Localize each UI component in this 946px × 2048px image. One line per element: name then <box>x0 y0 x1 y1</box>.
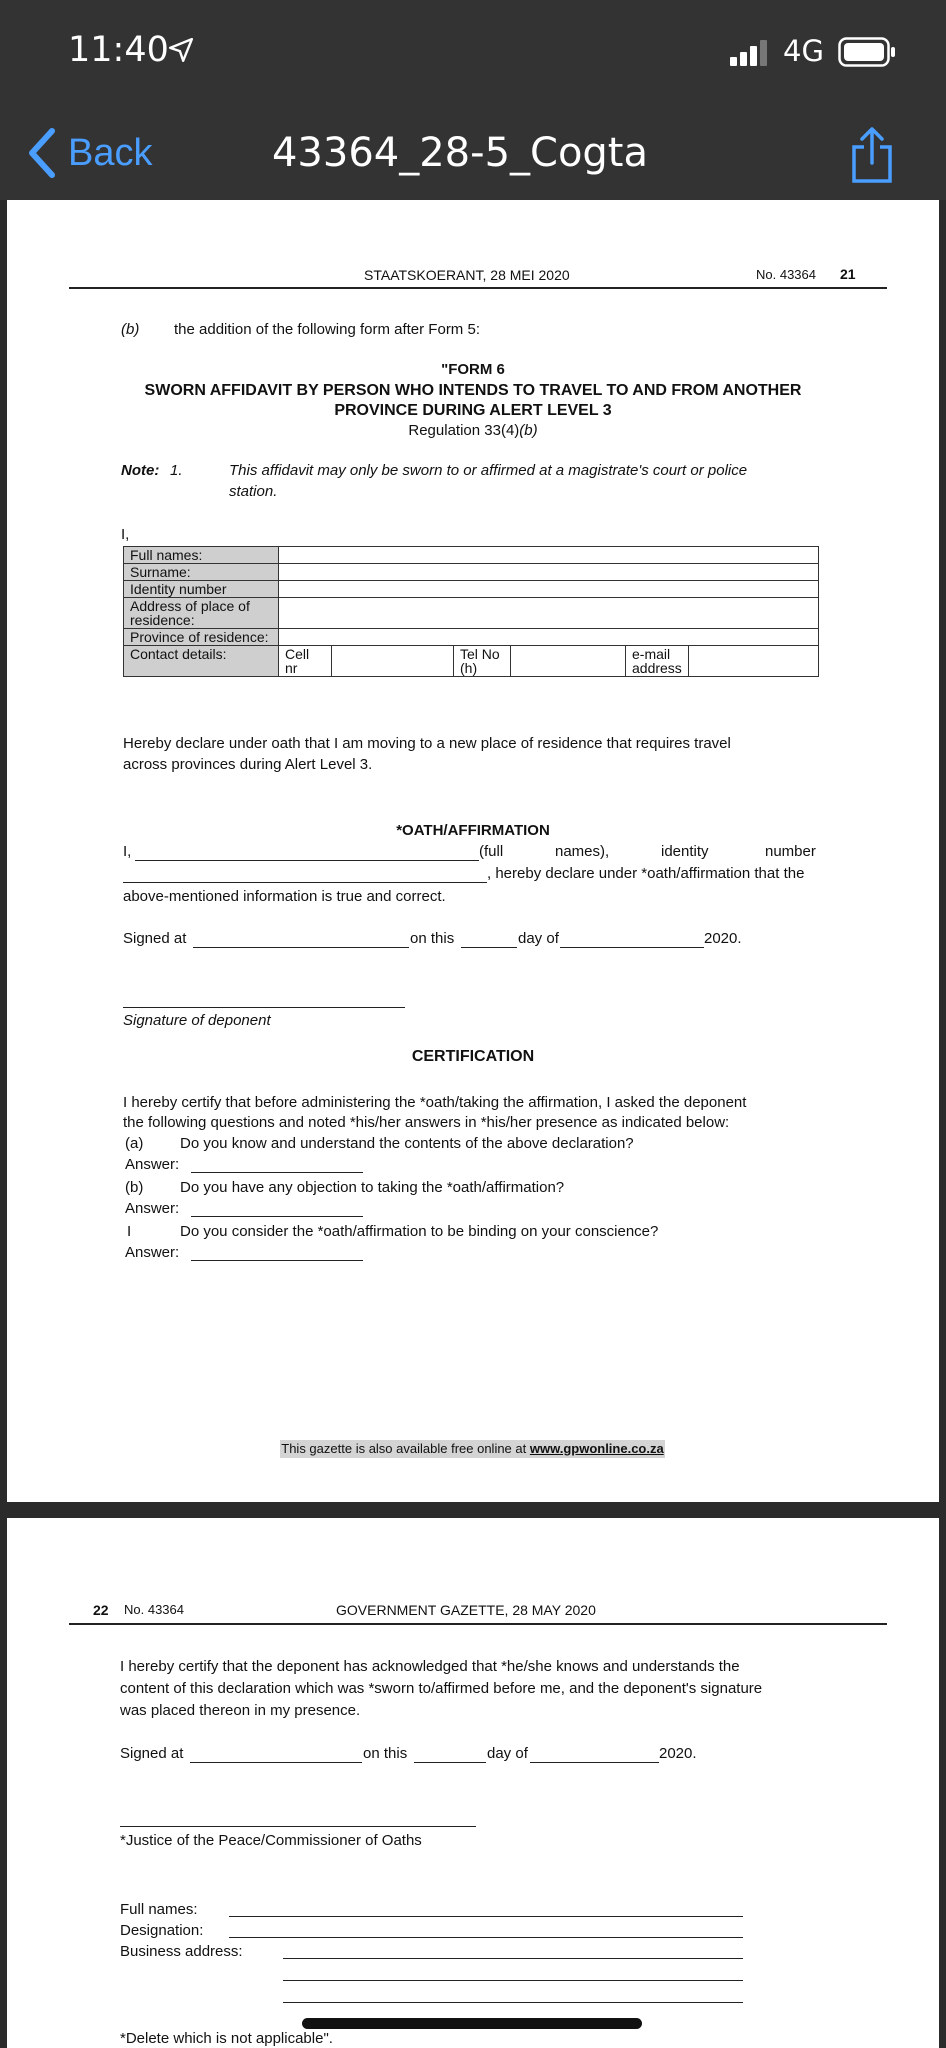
question-a-label: (a) <box>125 1135 144 1152</box>
page2-signed-at-label: Signed at <box>120 1745 184 1762</box>
chevron-left-icon <box>26 127 56 179</box>
page2-header-number: No. 43364 <box>124 1602 184 1617</box>
page2-day-of-label: day of <box>487 1745 528 1762</box>
field-identity-number[interactable] <box>279 581 819 598</box>
answer-c-label: Answer: <box>125 1244 180 1261</box>
full-names-label: Full names: <box>120 1901 198 1918</box>
field-full-names[interactable] <box>279 547 819 564</box>
oath-line2: , hereby declare under *oath/affirmation that the <box>487 865 805 882</box>
page2-header-center: GOVERNMENT GAZETTE, 28 MAY 2020 <box>336 1602 596 1618</box>
full-names-line[interactable] <box>229 1916 743 1917</box>
month-line[interactable] <box>560 947 704 948</box>
page-header-center: STAATSKOERANT, 28 MEI 2020 <box>364 267 570 283</box>
answer-b-line[interactable] <box>191 1216 363 1217</box>
label-surname: Surname: <box>124 564 279 581</box>
personal-details-table <box>123 546 819 677</box>
navigation-bar <box>0 105 946 200</box>
field-cell[interactable] <box>332 646 454 677</box>
designation-label: Designation: <box>120 1922 204 1939</box>
question-b-label: (b) <box>125 1179 144 1196</box>
location-arrow-icon <box>168 37 194 63</box>
question-c-text: Do you consider the *oath/affirmation to be binding on your conscience? <box>180 1223 659 1240</box>
field-surname[interactable] <box>279 564 819 581</box>
question-b-text: Do you have any objection to taking the *oath/affirmation? <box>180 1179 565 1196</box>
regulation-text: Regulation 33(4) <box>408 422 520 439</box>
network-type: 4G <box>783 34 824 68</box>
page2-signed-at-line[interactable] <box>190 1762 362 1763</box>
form-title-line1: SWORN AFFIDAVIT BY PERSON WHO INTENDS TO TRAVEL TO AND FROM ANOTHER <box>144 382 802 399</box>
field-province[interactable] <box>279 629 819 646</box>
deponent-signature-line[interactable] <box>123 1007 405 1008</box>
document-page-22 <box>7 1518 939 2048</box>
header-rule <box>69 287 887 289</box>
back-label: Back <box>68 131 153 174</box>
answer-a-line[interactable] <box>191 1172 363 1173</box>
page2-cert-line3: was placed thereon in my presence. <box>120 1702 361 1719</box>
item-b-text: the addition of the following form after Form 5: <box>174 321 480 338</box>
declaration-line1: Hereby declare under oath that I am moving to a new place of residence that requires travel <box>123 735 731 752</box>
regulation-suffix: (b) <box>519 422 538 439</box>
label-province: Province of residence: <box>124 629 279 646</box>
business-address-line2[interactable] <box>283 1980 743 1981</box>
label-address: Address of place of residence: <box>124 598 279 629</box>
label-full-names: Full names: <box>124 547 279 564</box>
status-time: 11:40 <box>68 30 169 70</box>
form-title-line2: PROVINCE DURING ALERT LEVEL 3 <box>334 402 612 419</box>
declaration-line2: across provinces during Alert Level 3. <box>123 756 373 773</box>
page2-number: 22 <box>93 1602 109 1618</box>
form-number: "FORM 6 <box>441 361 505 378</box>
field-tel[interactable] <box>511 646 626 677</box>
status-bar <box>0 0 946 105</box>
oath-name-line[interactable] <box>135 860 479 861</box>
business-address-line3[interactable] <box>283 2002 743 2003</box>
label-cell: Cell nr <box>279 646 332 677</box>
question-a-text: Do you know and understand the contents of the above declaration? <box>180 1135 634 1152</box>
share-icon[interactable] <box>848 123 896 185</box>
justice-signature-line[interactable] <box>120 1826 476 1827</box>
business-address-line1[interactable] <box>283 1958 743 1959</box>
year-label: 2020. <box>704 930 742 947</box>
answer-b-label: Answer: <box>125 1200 180 1217</box>
delete-note: *Delete which is not applicable". <box>120 2030 333 2047</box>
page2-day-line[interactable] <box>414 1762 486 1763</box>
day-line[interactable] <box>461 947 517 948</box>
oath-number: number <box>765 843 816 860</box>
business-address-label: Business address: <box>120 1943 243 1960</box>
oath-full: (full <box>479 843 504 860</box>
note-label: Note: <box>121 462 160 479</box>
deponent-signature-label: Signature of deponent <box>123 1012 271 1029</box>
document-title: 43364_28-5_Cogta <box>271 130 648 176</box>
page2-cert-line2: content of this declaration which was *sworn to/affirmed before me, and the deponent's signature <box>120 1680 763 1697</box>
page-number: 21 <box>840 266 856 282</box>
answer-c-line[interactable] <box>191 1260 363 1261</box>
certification-heading: CERTIFICATION <box>411 1048 535 1065</box>
back-button[interactable] <box>26 125 152 181</box>
justice-label: *Justice of the Peace/Commissioner of Oaths <box>120 1832 422 1849</box>
field-email[interactable] <box>688 646 818 677</box>
oath-id-line[interactable] <box>123 882 487 883</box>
certification-line2: the following questions and noted *his/her answers in *his/her presence as indicated below: <box>123 1114 730 1131</box>
oath-identity: identity <box>661 843 709 860</box>
designation-line[interactable] <box>229 1937 743 1938</box>
note-line1: This affidavit may only be sworn to or affirmed at a magistrate's court or police <box>229 462 748 479</box>
home-indicator[interactable] <box>302 2018 642 2029</box>
oath-heading: *OATH/AFFIRMATION <box>396 822 550 839</box>
signal-strength-icon <box>730 40 772 66</box>
page2-header-rule <box>69 1623 887 1625</box>
document-page-21 <box>7 200 939 1502</box>
item-b-label: (b) <box>121 321 140 338</box>
i-label: I, <box>121 526 130 543</box>
field-address[interactable] <box>279 598 819 629</box>
gazette-footer <box>280 1440 665 1458</box>
label-tel: Tel No (h) <box>454 646 511 677</box>
question-c-label: I <box>127 1223 132 1240</box>
certification-line1: I hereby certify that before administering the *oath/taking the affirmation, I asked the deponent <box>123 1094 747 1111</box>
page2-year-label: 2020. <box>659 1745 697 1762</box>
oath-names: names), <box>555 843 610 860</box>
oath-line3: above-mentioned information is true and correct. <box>123 888 446 905</box>
signed-at-line[interactable] <box>193 947 409 948</box>
footer-text: This gazette is also available free online at <box>281 1441 530 1456</box>
day-of-label: day of <box>518 930 559 947</box>
label-contact-details: Contact details: <box>124 646 279 677</box>
note-number: 1. <box>170 462 183 479</box>
label-identity-number: Identity number <box>124 581 279 598</box>
battery-icon <box>838 37 896 67</box>
footer-url-link[interactable]: www.gpwonline.co.za <box>529 1441 664 1456</box>
label-email: e-mail address <box>626 646 689 677</box>
note-line2: station. <box>229 483 278 500</box>
answer-a-label: Answer: <box>125 1156 180 1173</box>
page2-cert-line1: I hereby certify that the deponent has acknowledged that *he/she knows and understands the <box>120 1658 740 1675</box>
oath-i: I, <box>123 843 132 860</box>
page-header-number: No. 43364 <box>756 267 816 282</box>
regulation <box>7 422 939 439</box>
signed-at-label: Signed at <box>123 930 187 947</box>
page2-month-line[interactable] <box>530 1762 659 1763</box>
on-this-label: on this <box>410 930 455 947</box>
page2-on-this-label: on this <box>363 1745 408 1762</box>
